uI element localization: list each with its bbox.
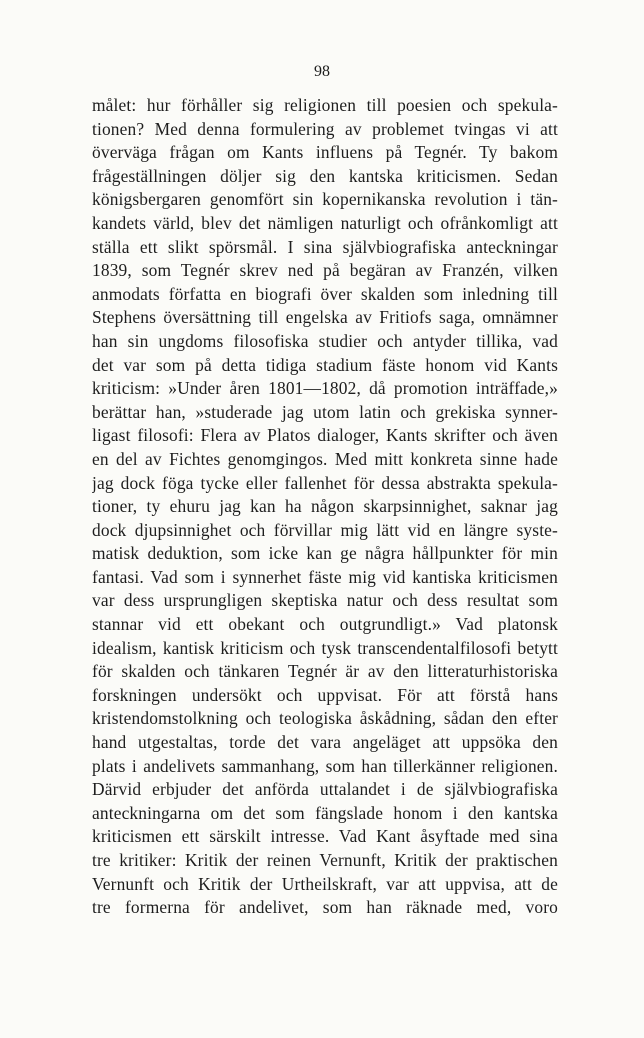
body-text — [92, 94, 558, 920]
text-line: kriticism: »Under åren 1801—1802, då promotion inträffade,» — [92, 378, 558, 399]
text-line: en del av Fichtes genomgingos. Med mitt konkreta sinne hade — [92, 448, 558, 469]
text-line: königsbergaren genomfört sin kopernikanska revolution i tän- — [92, 189, 558, 210]
text-line: tioner, ty ehuru jag kan ha någon skarpsinnighet, saknar jag — [92, 496, 558, 517]
text-line: ställa ett slikt spörsmål. I sina självbiografiska anteckningar — [92, 236, 558, 257]
text-line: forskningen undersökt och uppvisat. För att förstå hans — [92, 684, 558, 705]
text-line: kristendomstolkning och teologiska åskådning, sådan den efter — [92, 708, 558, 729]
text-line: för skalden och tänkaren Tegnér är av den litteraturhistoriska — [92, 661, 558, 682]
text-line: tre kritiker: Kritik der reinen Vernunft, Kritik der praktischen — [92, 850, 558, 870]
text-line: anteckningarna om det som fängslade honom i den kantska — [92, 802, 558, 823]
text-line: stannar vid ett obekant och outgrundligt.» Vad platonsk — [92, 614, 558, 635]
text-line: det var som på detta tidiga stadium fäste honom vid Kants — [92, 354, 558, 375]
text-line: berättar han, »studerade jag utom latin och grekiska synner- — [92, 401, 558, 422]
text-line: Vernunft och Kritik der Urtheilskraft, var att uppvisa, att de — [92, 873, 558, 894]
text-line: tre formerna för andelivet, som han räknade med, voro — [92, 897, 558, 918]
text-line: jag dock föga tycke eller fallenhet för dessa abstrakta spekula- — [92, 472, 558, 493]
text-line: matisk deduktion, som icke kan ge några hållpunkter för min — [92, 543, 558, 564]
text-line: tionen? Med denna formulering av problemet tvingas vi att — [92, 118, 558, 139]
text-line: fantasi. Vad som i synnerhet fäste mig vid kantiska kriticismen — [92, 566, 558, 587]
text-line: frågeställningen döljer sig den kantska kriticismen. Sedan — [92, 165, 558, 186]
text-line: dock djupsinnighet och förvillar mig lätt vid en längre syste- — [92, 519, 558, 540]
text-line: målet: hur förhåller sig religionen till poesien och spekula- — [92, 95, 558, 115]
text-line: överväga frågan om Kants influens på Tegnér. Ty bakom — [92, 142, 558, 163]
text-line: anmodats författa en biografi över skalden som inledning till — [92, 283, 558, 304]
text-line: kandets värld, blev det nämligen naturligt och ofrånkomligt att — [92, 212, 558, 233]
text-line: 1839, som Tegnér skrev ned på begäran av Franzén, vilken — [92, 260, 558, 281]
text-line: idealism, kantisk kriticism och tysk transcendentalfilosofi betytt — [92, 637, 558, 658]
text-line: plats i andelivets sammanhang, som han tillerkänner religionen. — [92, 755, 558, 776]
text-line: Därvid erbjuder det anförda uttalandet i de självbiografiska — [92, 779, 558, 800]
text-line: ligast filosofi: Flera av Platos dialoger, Kants skrifter och även — [92, 425, 558, 446]
text-line: hand utgestaltas, torde det vara angeläget att uppsöka den — [92, 732, 558, 753]
page-number: 98 — [314, 63, 330, 80]
text-line: kriticismen ett särskilt intresse. Vad Kant åsyftade med sina — [92, 826, 558, 847]
text-line: var dess ursprungligen skeptiska natur och dess resultat som — [92, 590, 558, 611]
text-line: han sin ungdoms filosofiska studier och antyder tillika, vad — [92, 330, 558, 351]
text-line: Stephens översättning till engelska av Fritiofs saga, omnämner — [92, 307, 558, 328]
